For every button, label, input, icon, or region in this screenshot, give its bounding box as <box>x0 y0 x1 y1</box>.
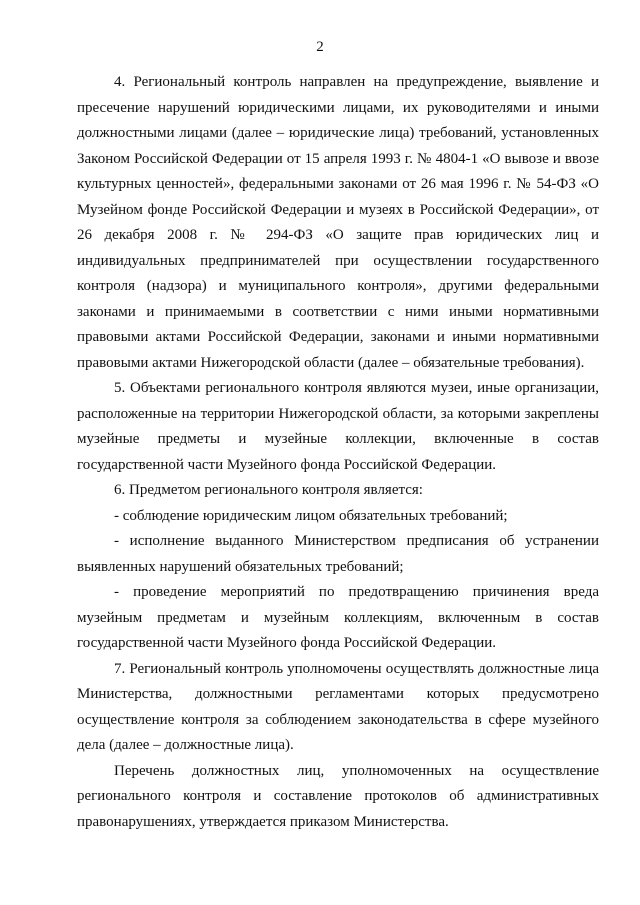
paragraph-control-subject: 6. Предметом регионального контроля является: <box>114 482 423 498</box>
page-number: 2 <box>316 39 324 55</box>
paragraph-authorized-officials: 7. Региональный контроль уполномочены осуществлять должностные лица Министерства, должностными регламентами которых предусмотрено осуществление контроля за соблюдением законодательства в сфере музейного дела (далее – должностные лица). <box>77 660 599 753</box>
list-item-prescription: - исполнение выданного Министерством предписания об устранении выявленных нарушений обязательных требований; <box>77 533 599 575</box>
paragraph-regional-control-purpose: 4. Региональный контроль направлен на предупреждение, выявление и пресечение нарушений юридическими лицами, их руководителями и иными должностными лицами (далее – юридические лица) требований, установленных Законом Российской Федерации от 15 апреля 1993 г. № 4804-1 «О вывозе и ввозе культурных ценностей», федеральными законами от 26 мая 1996 г. № 54-ФЗ «О Музейном фонде Российской Федерации и музеях в Российской Федерации», от 26 декабря 2008 г. № 294-ФЗ «О защите прав юридических лиц и индивидуальных предпринимателей при осуществлении государственного контроля (надзора) и муниципального контроля», другими федеральными законами и принимаемыми в соответствии с ними иными нормативными правовыми актами Российской Федерации, законами и иными нормативными правовыми актами Нижегородской области (далее – обязательные требования). <box>77 74 599 371</box>
document-body <box>77 70 599 835</box>
list-item-compliance: - соблюдение юридическим лицом обязательных требований; <box>114 507 508 524</box>
list-item-harm-prevention: - проведение мероприятий по предотвращению причинения вреда музейным предметам и музейным коллекциям, включенным в состав государственной части Музейного фонда Российской Федерации. <box>77 584 599 651</box>
paragraph-control-objects: 5. Объектами регионального контроля являются музеи, иные организации, расположенные на территории Нижегородской области, за которыми закреплены музейные предметы и музейные коллекции, включенные в состав государственной части Музейного фонда Российской Федерации. <box>77 380 599 473</box>
paragraph-officials-list: Перечень должностных лиц, уполномоченных на осуществление регионального контроля и составление протоколов об административных правонарушениях, утверждается приказом Министерства. <box>77 762 599 830</box>
